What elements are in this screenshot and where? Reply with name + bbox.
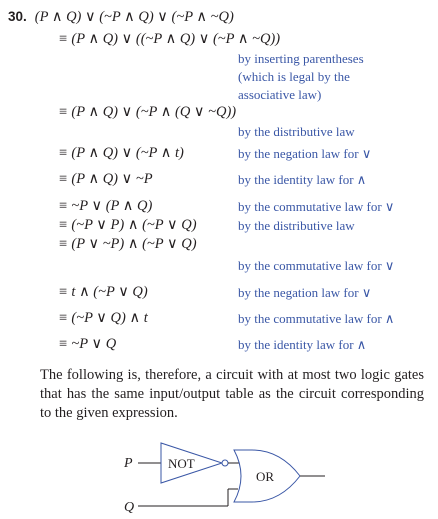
- step-expression-6: ≡ (~P ∨ P) ∧ (~P ∨ Q): [58, 217, 197, 233]
- problem-header: [8, 8, 234, 26]
- step-reason-1c: associative law): [238, 87, 322, 102]
- input-q-label: Q: [124, 500, 135, 515]
- step-expression-7: ≡ (P ∨ ~P) ∧ (~P ∨ Q): [58, 236, 197, 252]
- step-reason-2: by the distributive law: [238, 124, 355, 139]
- step-reason-8: by the commutative law for ∨: [238, 258, 395, 273]
- step-reason-3: by the negation law for ∨: [238, 146, 372, 161]
- not-bubble: [222, 460, 228, 466]
- step-expression-3: ≡ (P ∧ Q) ∨ (~P ∧ t): [58, 145, 184, 161]
- step-expression-5: ≡ ~P ∨ (P ∧ Q): [58, 198, 153, 214]
- step-expression-1: ≡ (P ∧ Q) ∨ ((~P ∧ Q) ∨ (~P ∧ ~Q)): [58, 31, 281, 47]
- not-gate-label: NOT: [168, 456, 195, 471]
- logic-circuit-diagram: [110, 430, 340, 515]
- input-p-label: P: [124, 456, 133, 471]
- step-reason-6: by the distributive law: [238, 218, 355, 233]
- problem-number: 30.: [8, 9, 27, 24]
- step-expression-2: ≡ (P ∧ Q) ∨ (~P ∧ (Q ∨ ~Q)): [58, 104, 237, 120]
- step-reason-11: by the identity law for ∧: [238, 337, 367, 352]
- or-gate-label: OR: [256, 469, 275, 484]
- step-reason-5: by the commutative law for ∨: [238, 199, 395, 214]
- step-expression-9: ≡ t ∧ (~P ∨ Q): [58, 284, 148, 300]
- step-reason-4: by the identity law for ∧: [238, 172, 367, 187]
- step-expression-11: ≡ ~P ∨ Q: [58, 336, 117, 352]
- conclusion-paragraph: The following is, therefore, a circuit with at most two logic gates that has the same input/output table as the circuit corresponding to the given expression.: [40, 367, 424, 421]
- step-reason-9: by the negation law for ∨: [238, 285, 372, 300]
- step-reason-1b: (which is legal by the: [238, 69, 350, 84]
- step-expression-4: ≡ (P ∧ Q) ∨ ~P: [58, 171, 153, 187]
- step-expression-0: (P ∧ Q) ∨ (~P ∧ Q) ∨ (~P ∧ ~Q): [34, 9, 234, 25]
- step-expression-10: ≡ (~P ∨ Q) ∧ t: [58, 310, 148, 326]
- step-reason-10: by the commutative law for ∧: [238, 311, 395, 326]
- step-reason-1a: by inserting parentheses: [238, 51, 364, 66]
